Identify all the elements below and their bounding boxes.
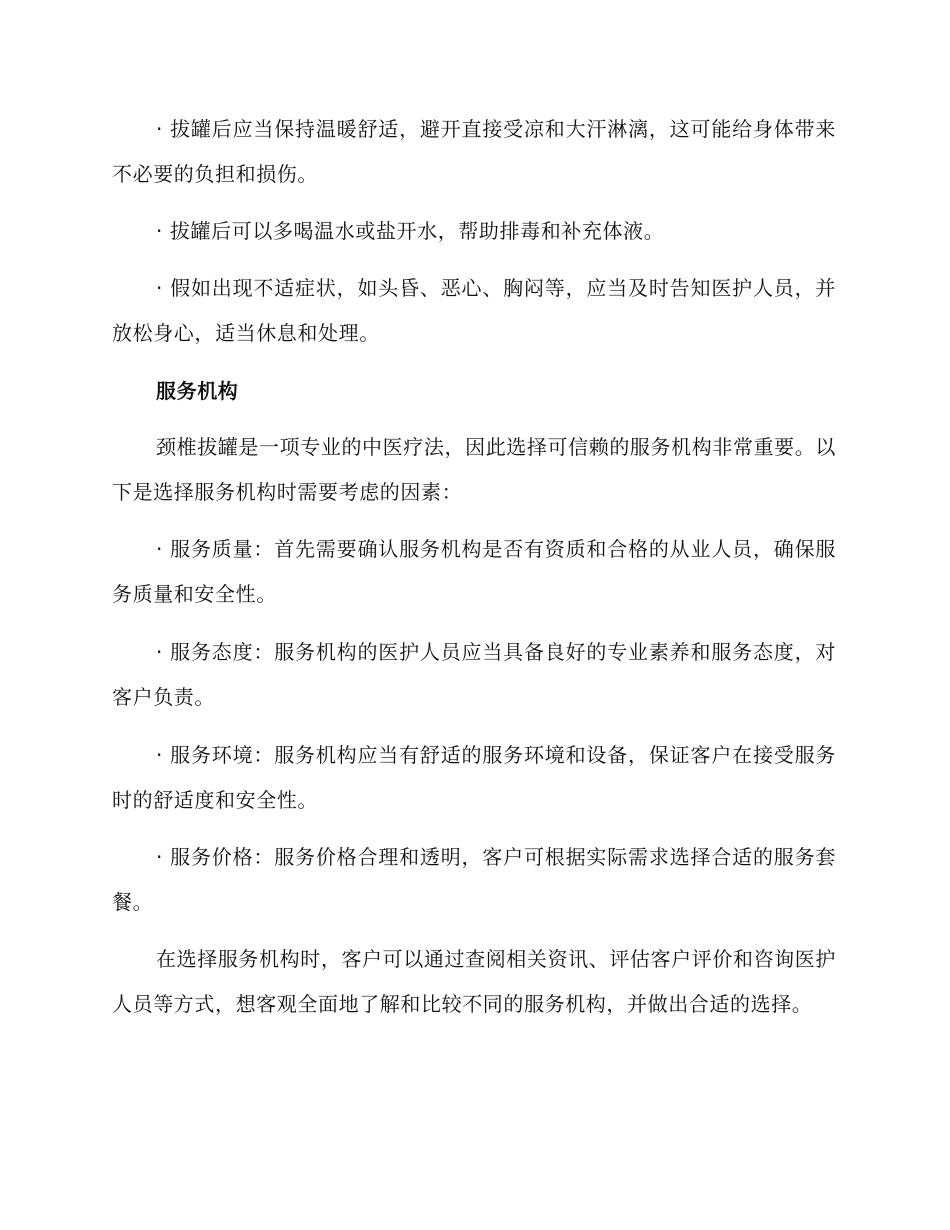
paragraph-keep-warm: · 拔罐后应当保持温暖舒适，避开直接受凉和大汗淋漓，这可能给身体带来不必要的负担和损伤。 — [112, 117, 836, 186]
paragraph-service-quality: · 服务质量：首先需要确认服务机构是否有资质和合格的从业人员，确保服务质量和安全性。 — [112, 537, 836, 606]
paragraph-service-environment: · 服务环境：服务机构应当有舒适的服务环境和设备，保证客户在接受服务时的舒适度和安全性。 — [112, 743, 836, 812]
section-heading: 服务机构 — [156, 379, 239, 403]
paragraph-discomfort: · 假如出现不适症状，如头昏、恶心、胸闷等，应当及时告知医护人员，并放松身心，适当休息和处理。 — [112, 276, 836, 345]
paragraph-service-price: · 服务价格：服务价格合理和透明，客户可根据实际需求选择合适的服务套餐。 — [112, 845, 836, 914]
paragraph-conclusion: 在选择服务机构时，客户可以通过查阅相关资讯、评估客户评价和咨询医护人员等方式，想客观全面地了解和比较不同的服务机构，并做出合适的选择。 — [112, 947, 836, 1016]
paragraph-service-attitude: · 服务态度：服务机构的医护人员应当具备良好的专业素养和服务态度，对客户负责。 — [112, 640, 836, 709]
paragraph-intro: 颈椎拔罐是一项专业的中医疗法，因此选择可信赖的服务机构非常重要。以下是选择服务机构时需要考虑的因素： — [112, 435, 836, 504]
paragraph-drink-water: · 拔罐后可以多喝温水或盐开水，帮助排毒和补充体液。 — [156, 219, 665, 243]
